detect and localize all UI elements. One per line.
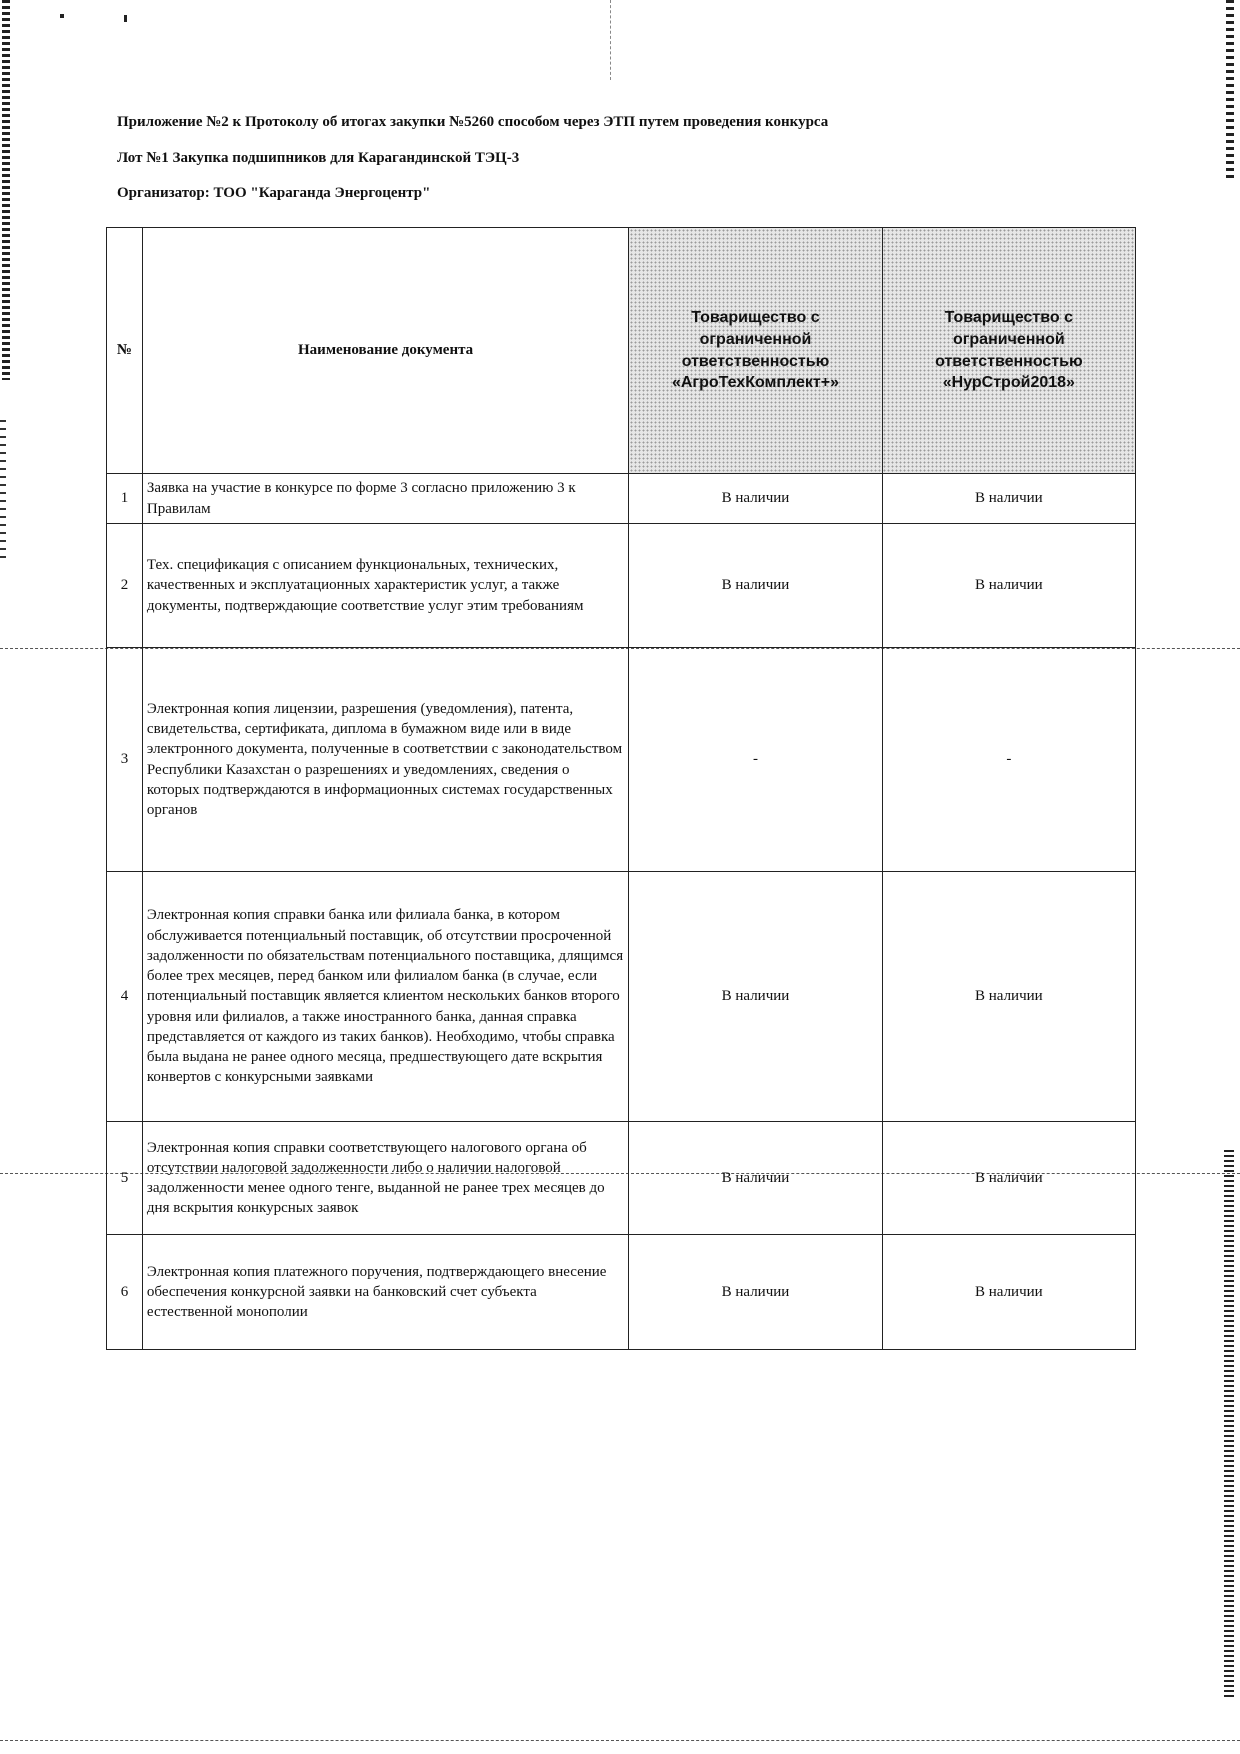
party2-status: -: [882, 648, 1135, 872]
row-number: 6: [107, 1235, 143, 1350]
party2-status: В наличии: [882, 1235, 1135, 1350]
party1-status: В наличии: [629, 872, 882, 1122]
party2-status: В наличии: [882, 1122, 1135, 1235]
scan-edge-mark-left: [2, 0, 10, 380]
document-name: Тех. спецификация с описанием функциональных, технических, качественных и эксплуатационных характеристик услуг, а также документы, подтверждающие соответствие услуг этим требованиям: [142, 524, 628, 648]
fold-line-3: [0, 1740, 1240, 1741]
fold-line-vertical: [610, 0, 611, 80]
party1-status: В наличии: [629, 1235, 882, 1350]
table-row: [107, 1235, 1136, 1350]
scan-edge-mark-left-2: [0, 420, 6, 560]
document-name: Электронная копия платежного поручения, подтверждающего внесение обеспечения конкурсной заявки на банковский счет субъекта естественной монополии: [142, 1235, 628, 1350]
party2-status: В наличии: [882, 524, 1135, 648]
document-name: Электронная копия справки соответствующего налогового органа об отсутствии налоговой задолженности либо о наличии налоговой задолженности менее одного тенге, выданной не ранее трех месяцев до дня вскрытия конкурсных заявок: [142, 1122, 628, 1235]
column-header-num: №: [107, 228, 143, 474]
row-number: 5: [107, 1122, 143, 1235]
document-name: Электронная копия справки банка или филиала банка, в котором обслуживается потенциальный поставщик, об отсутствии просроченной задолженности по обязательствам потенциального поставщика, длящимся более трех месяцев, перед банком или филиалом банка (в случае, если потенциальный поставщик является клиентом нескольких банков второго уровня или филиалов, а также иностранного банка, данная справка представляется от каждого из таких банков). Необходимо, чтобы справка была выдана не ранее одного месяца, предшествующего дате вскрытия конвертов с конкурсными заявками: [142, 872, 628, 1122]
scan-edge-mark-right-2: [1224, 1150, 1234, 1700]
lot-title: Лот №1 Закупка подшипников для Карагандинской ТЭЦ-3: [117, 150, 520, 166]
party1-status: -: [629, 648, 882, 872]
party1-status: В наличии: [629, 524, 882, 648]
scan-dot-1: [60, 14, 64, 18]
table-row: [107, 524, 1136, 648]
party1-status: В наличии: [629, 1122, 882, 1235]
row-number: 2: [107, 524, 143, 648]
table-row: [107, 474, 1136, 524]
party2-status: В наличии: [882, 474, 1135, 524]
party2-status: В наличии: [882, 872, 1135, 1122]
table-row: [107, 1122, 1136, 1235]
scan-edge-mark-right: [1226, 0, 1234, 180]
documents-table: [106, 227, 1136, 1350]
column-header-document: Наименование документа: [142, 228, 628, 474]
organizer-line: Организатор: ТОО "Караганда Энергоцентр": [117, 185, 431, 201]
table-header-row: [107, 228, 1136, 474]
column-header-party2: Товарищество с ограниченной ответственностью «НурСтрой2018»: [882, 228, 1135, 474]
document-name: Электронная копия лицензии, разрешения (уведомления), патента, свидетельства, сертификата, диплома в бумажном виде или в виде электронного документа, полученные в соответствии с законодательством Республики Казахстан о разрешениях и уведомлениях, сведения о которых подтверждаются в информационных системах государственных органов: [142, 648, 628, 872]
table-row: [107, 872, 1136, 1122]
row-number: 1: [107, 474, 143, 524]
scan-dot-2: [124, 15, 127, 22]
appendix-title: Приложение №2 к Протоколу об итогах закупки №5260 способом через ЭТП путем проведения конкурса: [117, 114, 829, 130]
table-row: [107, 648, 1136, 872]
party1-status: В наличии: [629, 474, 882, 524]
row-number: 3: [107, 648, 143, 872]
column-header-party1: Товарищество с ограниченной ответственностью «АгроТехКомплект+»: [629, 228, 882, 474]
row-number: 4: [107, 872, 143, 1122]
document-name: Заявка на участие в конкурсе по форме 3 согласно приложению 3 к Правилам: [142, 474, 628, 524]
